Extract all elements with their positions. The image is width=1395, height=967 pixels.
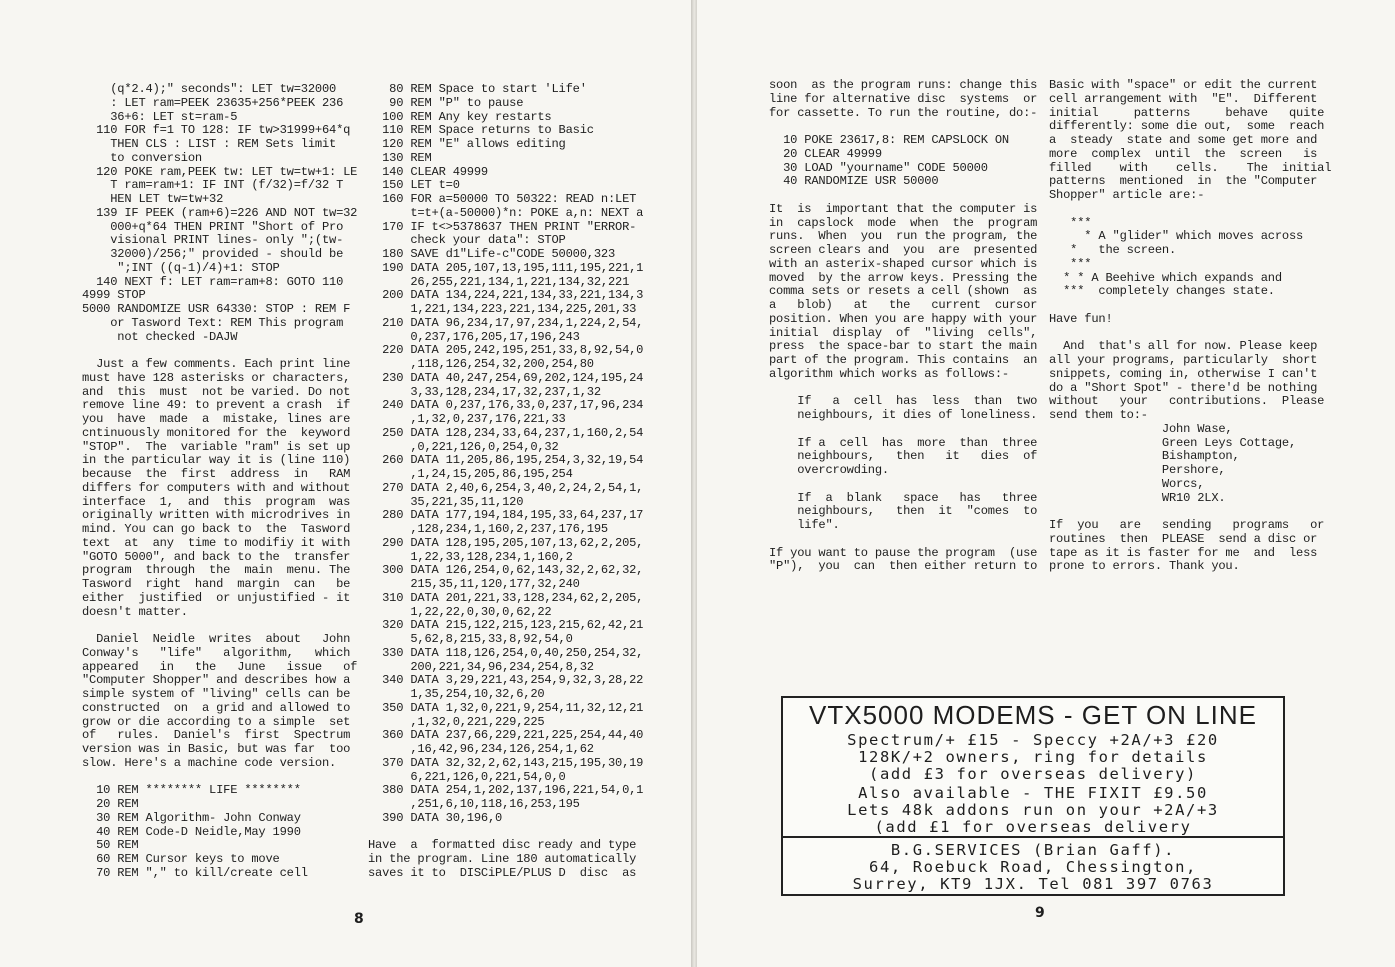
ad-offer-panel bbox=[783, 698, 1283, 836]
text-line: of rules. Daniel's first Spectrum bbox=[82, 728, 351, 743]
text-line: screen clears and you are presented bbox=[769, 243, 1038, 257]
text-line: "P"), you can then either return to bbox=[769, 559, 1038, 574]
text-line: * the screen. bbox=[1049, 243, 1177, 257]
text-line: to conversion bbox=[82, 150, 202, 165]
text-line: 140 NEXT f: LET ram=ram+8: GOTO 110 bbox=[82, 274, 344, 289]
text-line: If you are sending programs or bbox=[1049, 518, 1325, 532]
right-page-column-1 bbox=[769, 79, 1037, 574]
text-line: ,118,126,254,32,200,254,80 bbox=[368, 357, 594, 371]
text-line: for cassette. To run the routine, do:- bbox=[769, 105, 1038, 120]
text-line: WR10 2LX. bbox=[1049, 490, 1226, 505]
text-line: 215,35,11,120,177,32,240 bbox=[368, 577, 580, 591]
text-line: 350 DATA 1,32,0,221,9,254,11,32,12,21 bbox=[368, 700, 644, 715]
text-line: ,0,221,126,0,254,0,32 bbox=[368, 439, 559, 454]
text-line: do a "Short Spot" - there'd be nothing bbox=[1049, 380, 1318, 395]
text-line: Pershore, bbox=[1049, 463, 1226, 477]
text-line: a steady state and some get more and bbox=[1049, 133, 1318, 147]
text-line: Basic with "space" or edit the current bbox=[1049, 78, 1318, 92]
text-line: grow or die according to a simple set bbox=[82, 714, 351, 729]
text-line: 0,237,176,205,17,196,243 bbox=[368, 329, 580, 344]
ad-line: Also available - THE FIXIT £9.50 bbox=[858, 784, 1208, 802]
text-line: position. When you are happy with your bbox=[769, 311, 1038, 326]
text-line: 139 IF PEEK (ram+6)=226 AND NOT tw=32 bbox=[82, 205, 358, 220]
ad-title: VTX5000 MODEMS - GET ON LINE bbox=[809, 700, 1257, 730]
text-line: THEN CLS : LIST : REM Sets limit bbox=[82, 137, 337, 151]
text-line: simple system of "living" cells can be bbox=[82, 687, 351, 701]
text-line: 6,221,126,0,221,54,0,0 bbox=[368, 769, 566, 784]
text-line: slow. Here's a machine code version. bbox=[82, 755, 337, 770]
text-line bbox=[1049, 327, 1331, 341]
text-line: press the space-bar to start the main bbox=[769, 339, 1038, 354]
text-line: overcrowding. bbox=[769, 463, 889, 477]
text-line: 130 REM bbox=[368, 150, 432, 165]
text-line: Worcs, bbox=[1049, 476, 1205, 491]
text-line: not checked -DAJW bbox=[82, 329, 238, 344]
text-line: 230 DATA 40,247,254,69,202,124,195,24 bbox=[368, 370, 644, 385]
text-line: neighbours, it dies of loneliness. bbox=[769, 408, 1038, 422]
text-line: either justified or unjustified - it bbox=[82, 590, 351, 605]
text-line bbox=[368, 826, 643, 840]
text-line: 170 IF t<>5378637 THEN PRINT "ERROR- bbox=[368, 219, 637, 234]
text-line: visional PRINT lines- only ";(tw- bbox=[82, 233, 344, 248]
text-line: *** bbox=[1049, 256, 1092, 271]
text-line: a blob) at the current cursor bbox=[769, 298, 1038, 312]
text-line bbox=[1049, 203, 1331, 217]
left-page-column-2 bbox=[368, 83, 643, 881]
text-line: filled with cells. The initial bbox=[1049, 160, 1332, 175]
text-line bbox=[769, 478, 1037, 492]
text-line: : LET ram=PEEK 23635+256*PEEK 236 bbox=[82, 95, 344, 110]
text-line: 35,221,35,11,120 bbox=[368, 494, 524, 509]
text-line bbox=[769, 423, 1037, 437]
text-line: T ram=ram+1: IF INT (f/32)=f/32 T bbox=[82, 178, 344, 193]
text-line: program through the main menu. The bbox=[82, 563, 351, 578]
text-line: Shopper" article are:- bbox=[1049, 188, 1205, 202]
ad-address-line: B.G.SERVICES (Brian Gaff). bbox=[890, 841, 1176, 859]
text-line: (q*2.4);" seconds": LET tw=32000 bbox=[82, 82, 337, 96]
text-line: ,1,24,15,205,86,195,254 bbox=[368, 467, 573, 481]
text-line: If a cell has less than two bbox=[769, 394, 1038, 409]
ad-line: Spectrum/+ £15 - Speccy +2A/+3 £20 bbox=[847, 731, 1219, 749]
text-line: version was in Basic, but was far too bbox=[82, 742, 351, 756]
text-line: ,16,42,96,234,126,254,1,62 bbox=[368, 742, 594, 756]
ad-address-line: 64, Roebuck Road, Chessington, bbox=[869, 858, 1197, 876]
text-line: or Tasword Text: REM This program bbox=[82, 315, 344, 330]
text-line: 140 CLEAR 49999 bbox=[368, 164, 488, 179]
text-line: 150 LET t=0 bbox=[368, 178, 460, 193]
text-line: 330 DATA 118,126,254,0,40,250,254,32, bbox=[368, 645, 644, 660]
text-line: Green Leys Cottage, bbox=[1049, 435, 1297, 450]
text-line: 240 DATA 0,237,176,33,0,237,17,96,234 bbox=[368, 398, 644, 413]
text-line: line for alternative disc systems or bbox=[769, 91, 1038, 106]
text-line: 26,255,221,134,1,221,134,32,221 bbox=[368, 274, 630, 289]
modem-advertisement bbox=[781, 696, 1285, 896]
text-line: 190 DATA 205,107,13,195,111,195,221,1 bbox=[368, 260, 644, 275]
text-line: 20 CLEAR 49999 bbox=[769, 146, 882, 161]
text-line: algorithm which works as follows:- bbox=[769, 366, 1009, 381]
text-line: neighbours, then it dies of bbox=[769, 449, 1038, 464]
text-line: you have made a mistake, lines are bbox=[82, 412, 351, 426]
text-line: 40 REM Code-D Neidle,May 1990 bbox=[82, 824, 301, 839]
text-line: If you want to pause the program (use bbox=[769, 545, 1038, 560]
text-line: originally written with microdrives in bbox=[82, 508, 351, 523]
text-line: 80 REM Space to start 'Life' bbox=[368, 82, 587, 96]
text-line: with an asterix-shaped cursor which is bbox=[769, 256, 1038, 271]
text-line: 320 DATA 215,122,215,123,215,62,42,21 bbox=[368, 618, 644, 633]
text-line: differently: some die out, some reach bbox=[1049, 119, 1325, 134]
text-line: all your programs, particularly short bbox=[1049, 353, 1318, 367]
text-line: 1,22,22,0,30,0,62,22 bbox=[368, 604, 552, 619]
text-line: 310 DATA 201,221,33,128,234,62,2,205, bbox=[368, 590, 644, 605]
text-line: 20 REM bbox=[82, 797, 139, 811]
text-line: "GOTO 5000", and back to the transfer bbox=[82, 549, 351, 564]
text-line: in the program. Line 180 automatically bbox=[368, 852, 637, 866]
text-line: Conway's "life" algorithm, which bbox=[82, 645, 351, 660]
text-line bbox=[1049, 505, 1331, 519]
text-line: neighbours, then it "comes to bbox=[769, 504, 1038, 519]
text-line: remove line 49: to prevent a crash if bbox=[82, 398, 351, 413]
text-line bbox=[1049, 299, 1331, 313]
text-line: If a blank space has three bbox=[769, 490, 1038, 505]
text-line: life". bbox=[769, 518, 840, 532]
text-line: cntinuously monitored for the keyword bbox=[82, 425, 351, 440]
text-line: 260 DATA 11,205,86,195,254,3,32,19,54 bbox=[368, 453, 644, 468]
text-line bbox=[769, 189, 1037, 203]
text-line: comma sets or resets a cell (shown as bbox=[769, 284, 1038, 299]
text-line: * * A Beehive which expands and bbox=[1049, 270, 1282, 285]
text-line: constructed on a grid and allowed to bbox=[82, 700, 351, 715]
text-line: 370 DATA 32,32,2,62,143,215,195,30,19 bbox=[368, 755, 644, 770]
text-line: because the first address in RAM bbox=[82, 467, 351, 481]
text-line: doesn't matter. bbox=[82, 604, 188, 619]
text-line: in capslock mode when the program bbox=[769, 215, 1038, 230]
text-line: moved by the arrow keys. Pressing the bbox=[769, 270, 1038, 285]
text-line: 160 FOR a=50000 TO 50322: READ n:LET bbox=[368, 192, 637, 206]
left-page-column-1 bbox=[82, 83, 357, 881]
text-line: 220 DATA 205,242,195,251,33,8,92,54,0 bbox=[368, 343, 644, 358]
text-line: 70 REM "," to kill/create cell bbox=[82, 865, 308, 880]
text-line: check your data": STOP bbox=[368, 233, 566, 248]
text-line: 290 DATA 128,195,205,107,13,62,2,205, bbox=[368, 535, 644, 550]
text-line: Have fun! bbox=[1049, 311, 1113, 326]
text-line: snippets, coming in, otherwise I can't bbox=[1049, 366, 1318, 381]
text-line: t=t+(a-50000)*n: POKE a,n: NEXT a bbox=[368, 205, 644, 220]
ad-address-line: Surrey, KT9 1JX. Tel 081 397 0763 bbox=[852, 875, 1214, 893]
text-line bbox=[769, 120, 1037, 134]
text-line bbox=[769, 382, 1037, 396]
text-line: ,1,32,0,237,176,221,33 bbox=[368, 412, 566, 426]
right-page-column-2 bbox=[1049, 79, 1331, 574]
text-line: ,128,234,1,160,2,237,176,195 bbox=[368, 522, 608, 536]
text-line: saves it to DISCiPLE/PLUS D disc as bbox=[368, 865, 637, 880]
text-line: 1,221,134,223,221,134,225,201,33 bbox=[368, 302, 637, 316]
text-line: and this must not be varied. Do not bbox=[82, 384, 351, 399]
text-line: cell arrangement with "E". Different bbox=[1049, 91, 1318, 106]
text-line: 4999 STOP bbox=[82, 288, 146, 303]
text-line: 340 DATA 3,29,221,43,254,9,32,3,28,22 bbox=[368, 673, 644, 688]
text-line: 120 POKE ram,PEEK tw: LET tw=tw+1: LE bbox=[82, 164, 358, 179]
text-line: text at any time to modifiy it with bbox=[82, 535, 351, 550]
text-line: 270 DATA 2,40,6,254,3,40,2,24,2,54,1, bbox=[368, 480, 644, 495]
text-line: appeared in the June issue of bbox=[82, 659, 358, 674]
text-line: 210 DATA 96,234,17,97,234,1,224,2,54, bbox=[368, 315, 644, 330]
text-line: 60 REM Cursor keys to move bbox=[82, 852, 280, 866]
text-line: ,251,6,10,118,16,253,195 bbox=[368, 797, 580, 811]
text-line: 250 DATA 128,234,33,64,237,1,160,2,54 bbox=[368, 425, 644, 440]
text-line: 380 DATA 254,1,202,137,196,221,54,0,1 bbox=[368, 783, 644, 798]
text-line: HEN LET tw=tw+32 bbox=[82, 192, 224, 206]
text-line: Have a formatted disc ready and type bbox=[368, 838, 637, 853]
text-line bbox=[769, 533, 1037, 547]
ad-line: (add £1 for overseas delivery bbox=[874, 818, 1192, 836]
text-line: *** completely changes state. bbox=[1049, 284, 1275, 299]
text-line: *** bbox=[1049, 215, 1092, 230]
text-line: 90 REM "P" to pause bbox=[368, 95, 524, 110]
text-line: runs. When you run the program, the bbox=[769, 229, 1038, 244]
text-line: part of the program. This contains an bbox=[769, 353, 1038, 367]
text-line: 120 REM "E" allows editing bbox=[368, 137, 566, 151]
text-line: mind. You can go back to the Tasword bbox=[82, 522, 351, 536]
text-line: 280 DATA 177,194,184,195,33,64,237,17 bbox=[368, 508, 644, 523]
ad-line: Lets 48k addons run on your +2A/+3 bbox=[847, 801, 1219, 819]
text-line: 32000)/256;" provided - should be bbox=[82, 247, 344, 261]
text-line: * A "glider" which moves across bbox=[1049, 229, 1304, 244]
text-line: "Computer Shopper" and describes how a bbox=[82, 673, 351, 688]
text-line: 50 REM bbox=[82, 838, 139, 853]
text-line: And that's all for now. Please keep bbox=[1049, 339, 1318, 354]
text-line: initial display of "living cells", bbox=[769, 325, 1038, 340]
text-line bbox=[82, 344, 357, 358]
text-line: routines then PLEASE send a disc or bbox=[1049, 531, 1318, 546]
text-line: tape as it is faster for me and less bbox=[1049, 545, 1318, 560]
text-line bbox=[82, 771, 357, 785]
text-line bbox=[82, 619, 357, 633]
text-line: 5000 RANDOMIZE USR 64330: STOP : REM F bbox=[82, 302, 351, 316]
text-line: patterns mentioned in the "Computer bbox=[1049, 174, 1318, 189]
page-number-right: 9 bbox=[1035, 905, 1045, 921]
text-line: 110 FOR f=1 TO 128: IF tw>31999+64*q bbox=[82, 123, 351, 138]
text-line: prone to errors. Thank you. bbox=[1049, 559, 1240, 574]
text-line: 180 SAVE d1"Life-c"CODE 50000,323 bbox=[368, 247, 616, 261]
text-line: 36+6: LET st=ram-5 bbox=[82, 109, 238, 124]
text-line: 200 DATA 134,224,221,134,33,221,134,3 bbox=[368, 288, 644, 303]
text-line: 30 REM Algorithm- John Conway bbox=[82, 810, 301, 825]
text-line: 100 REM Any key restarts bbox=[368, 109, 552, 124]
text-line: 390 DATA 30,196,0 bbox=[368, 810, 503, 825]
text-line: initial patterns behave quite bbox=[1049, 105, 1325, 120]
text-line: 360 DATA 237,66,229,221,225,254,44,40 bbox=[368, 728, 644, 743]
text-line: ";INT ((q-1)/4)+1: STOP bbox=[82, 260, 280, 275]
text-line: 200,221,34,96,234,254,8,32 bbox=[368, 659, 594, 674]
text-line: Bishampton, bbox=[1049, 449, 1240, 464]
text-line: 10 REM ******** LIFE ******** bbox=[82, 783, 301, 798]
text-line: It is important that the computer is bbox=[769, 201, 1038, 216]
text-line: Just a few comments. Each print line bbox=[82, 357, 351, 371]
text-line: ,1,32,0,221,229,225 bbox=[368, 714, 545, 729]
text-line: differs for computers with and without bbox=[82, 480, 351, 495]
text-line: soon as the program runs: change this bbox=[769, 78, 1038, 92]
text-line: 30 LOAD "yourname" CODE 50000 bbox=[769, 160, 988, 175]
text-line: 1,22,33,128,234,1,160,2 bbox=[368, 549, 573, 564]
text-line: in the particular way it is (line 110) bbox=[82, 453, 351, 468]
ad-address-panel bbox=[783, 836, 1283, 896]
text-line: 3,33,128,234,17,32,237,1,32 bbox=[368, 384, 601, 399]
page-number-left: 8 bbox=[354, 911, 364, 927]
text-line: 110 REM Space returns to Basic bbox=[368, 123, 594, 138]
ad-line: 128K/+2 owners, ring for details bbox=[858, 748, 1208, 766]
ad-line: (add £3 for overseas delivery) bbox=[869, 765, 1197, 783]
text-line: more complex until the screen is bbox=[1049, 146, 1318, 161]
text-line: Daniel Neidle writes about John bbox=[82, 632, 351, 646]
left-page bbox=[0, 0, 693, 967]
text-line: send them to:- bbox=[1049, 408, 1148, 422]
text-line: John Wase, bbox=[1049, 421, 1233, 436]
text-line: "STOP". The variable "ram" is set up bbox=[82, 439, 351, 454]
text-line: Tasword right hand margin can be bbox=[82, 577, 351, 591]
text-line: 10 POKE 23617,8: REM CAPSLOCK ON bbox=[769, 133, 1009, 147]
text-line: interface 1, and this program was bbox=[82, 494, 351, 509]
text-line: 000+q*64 THEN PRINT "Short of Pro bbox=[82, 219, 344, 234]
text-line: must have 128 asterisks or characters, bbox=[82, 370, 351, 385]
text-line: 300 DATA 126,254,0,62,143,32,2,62,32, bbox=[368, 563, 644, 578]
text-line: without your contributions. Please bbox=[1049, 394, 1325, 409]
text-line: 5,62,8,215,33,8,92,54,0 bbox=[368, 632, 573, 646]
text-line: 1,35,254,10,32,6,20 bbox=[368, 687, 545, 701]
text-line: 40 RANDOMIZE USR 50000 bbox=[769, 174, 939, 189]
text-line: If a cell has more than three bbox=[769, 435, 1038, 450]
